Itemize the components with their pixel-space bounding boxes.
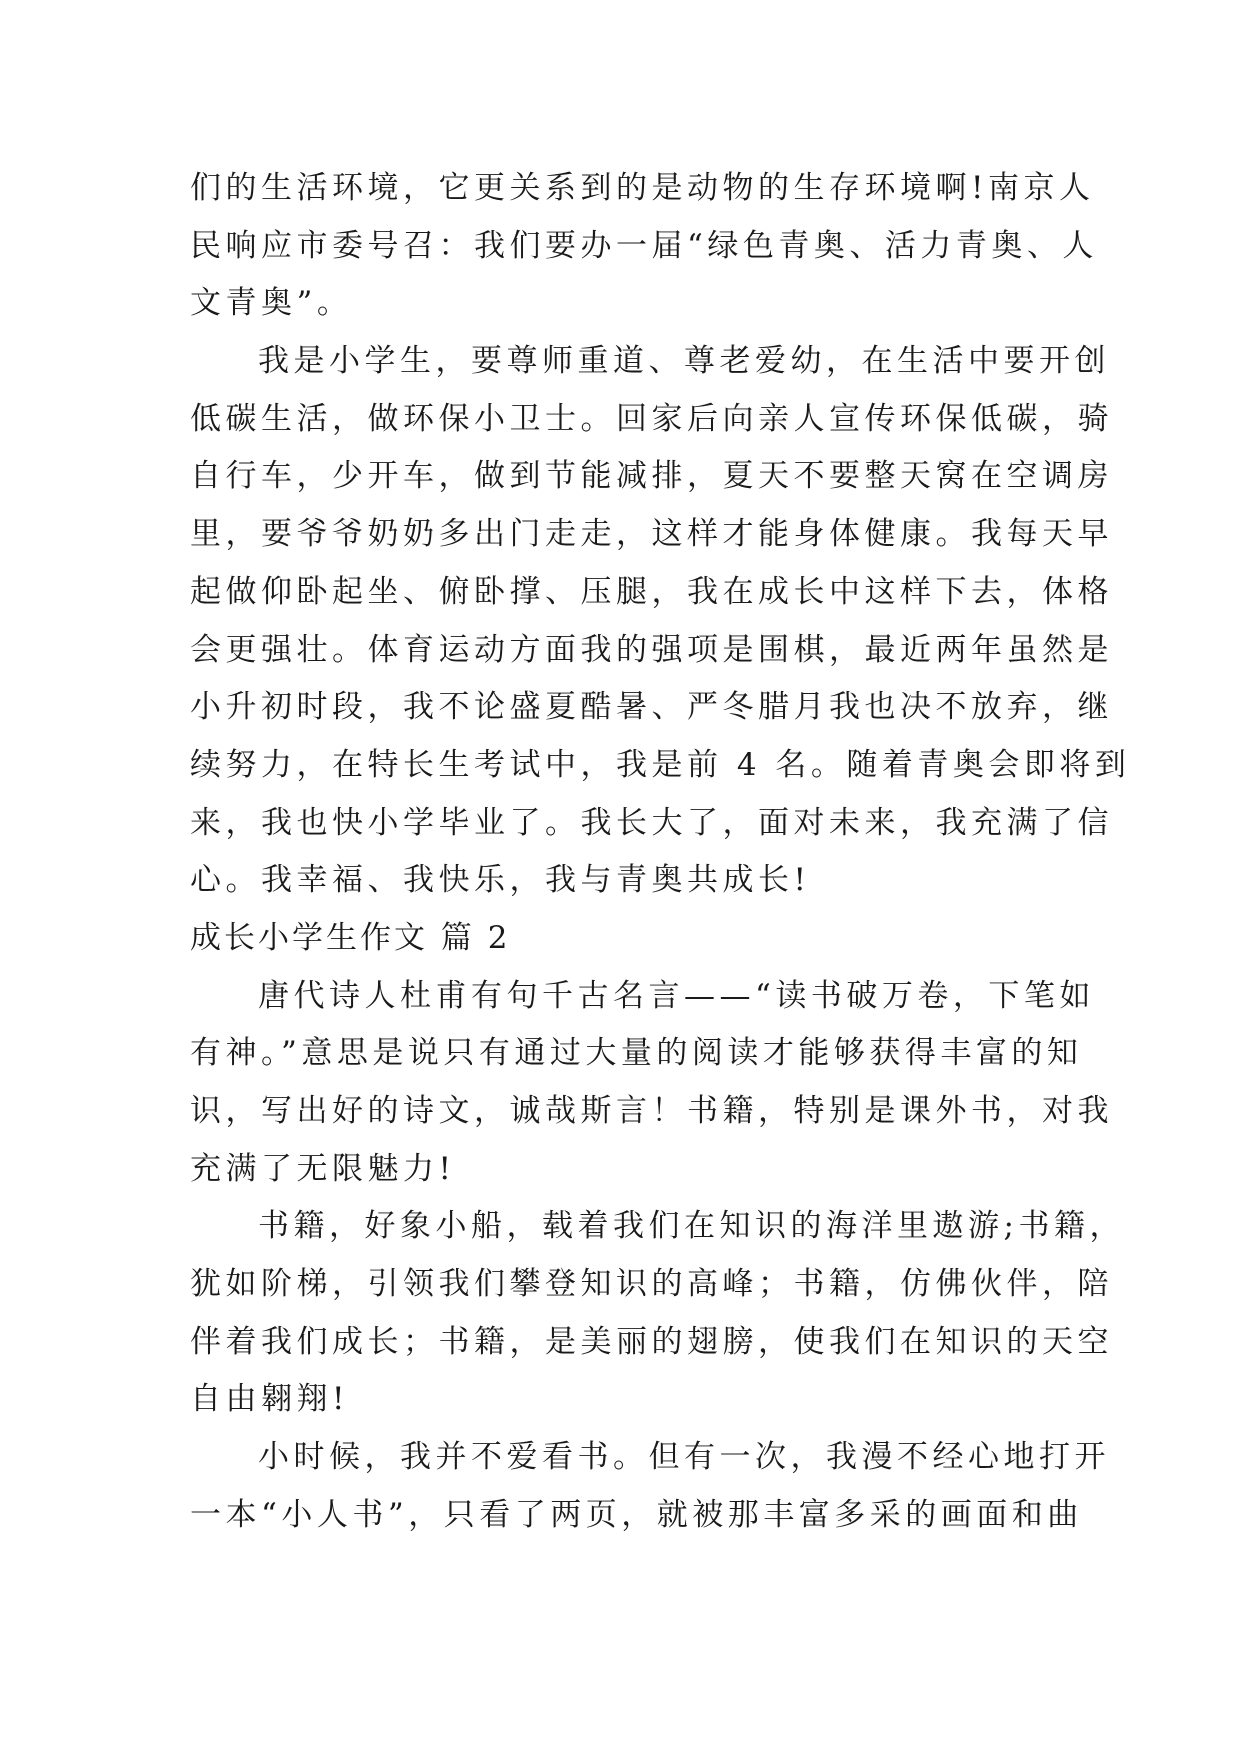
text-line: 心。我幸福、我快乐，我与青奥共成长! <box>190 862 811 899</box>
text-line: 里，要爷爷奶奶多出门走走，这样才能身体健康。我每天早 <box>190 516 1113 553</box>
text-line: 书籍，好象小船，载着我们在知识的海洋里遨游;书籍， <box>258 1208 1125 1245</box>
text-line: 有神。”意思是说只有通过大量的阅读才能够获得丰富的知 <box>190 1035 1083 1072</box>
paragraph-1 <box>190 160 1098 333</box>
paragraph-5 <box>190 1429 1110 1544</box>
text-line: 会更强壮。体育运动方面我的强项是围棋，最近两年虽然是 <box>190 631 1113 668</box>
document-body <box>190 160 1131 1545</box>
text-line: 续努力，在特长生考试中，我是前 4 名。随着青奥会即将到 <box>190 746 1131 783</box>
text-line: 一本“小人书”，只看了两页，就被那丰富多采的画面和曲 <box>190 1496 1083 1533</box>
text-line: 伴着我们成长；书籍，是美丽的翅膀，使我们在知识的天空 <box>190 1323 1113 1360</box>
text-line: 犹如阶梯，引领我们攀登知识的高峰；书籍，仿佛伙伴，陪 <box>190 1266 1113 1303</box>
text-line: 识，写出好的诗文，诚哉斯言！书籍，特别是课外书，对我 <box>190 1093 1113 1129</box>
paragraph-4 <box>190 1198 1125 1429</box>
section-heading <box>190 910 1060 968</box>
text-line: 民响应市委号召：我们要办一届“绿色青奥、活力青奥、人 <box>190 227 1098 264</box>
paragraph-3 <box>190 968 1113 1199</box>
text-line: 低碳生活，做环保小卫士。回家后向亲人宣传环保低碳，骑 <box>190 400 1113 437</box>
text-line: 起做仰卧起坐、俯卧撑、压腿，我在成长中这样下去，体格 <box>190 573 1113 610</box>
text-line: 文青奥”。 <box>190 285 353 322</box>
text-line: 充满了无限魅力! <box>190 1150 456 1187</box>
paragraph-2 <box>190 333 1131 910</box>
text-line: 小时候，我并不爱看书。但有一次，我漫不经心地打开 <box>258 1439 1110 1476</box>
text-line: 我是小学生，要尊师重道、尊老爱幼，在生活中要开创 <box>258 343 1110 380</box>
text-line: 来，我也快小学毕业了。我长大了，面对未来，我充满了信 <box>190 804 1113 841</box>
text-line: 自行车，少开车，做到节能减排，夏天不要整天窝在空调房 <box>190 458 1113 495</box>
text-line: 们的生活环境，它更关系到的是动物的生存环境啊!南京人 <box>190 170 1095 206</box>
section-title: 成长小学生作文 篇 2 <box>190 919 511 956</box>
text-line: 唐代诗人杜甫有句千古名言——“读书破万卷，下笔如 <box>258 977 1095 1014</box>
text-line: 小升初时段，我不论盛夏酷暑、严冬腊月我也决不放弃，继 <box>190 689 1113 726</box>
text-line: 自由翱翔! <box>190 1381 349 1418</box>
